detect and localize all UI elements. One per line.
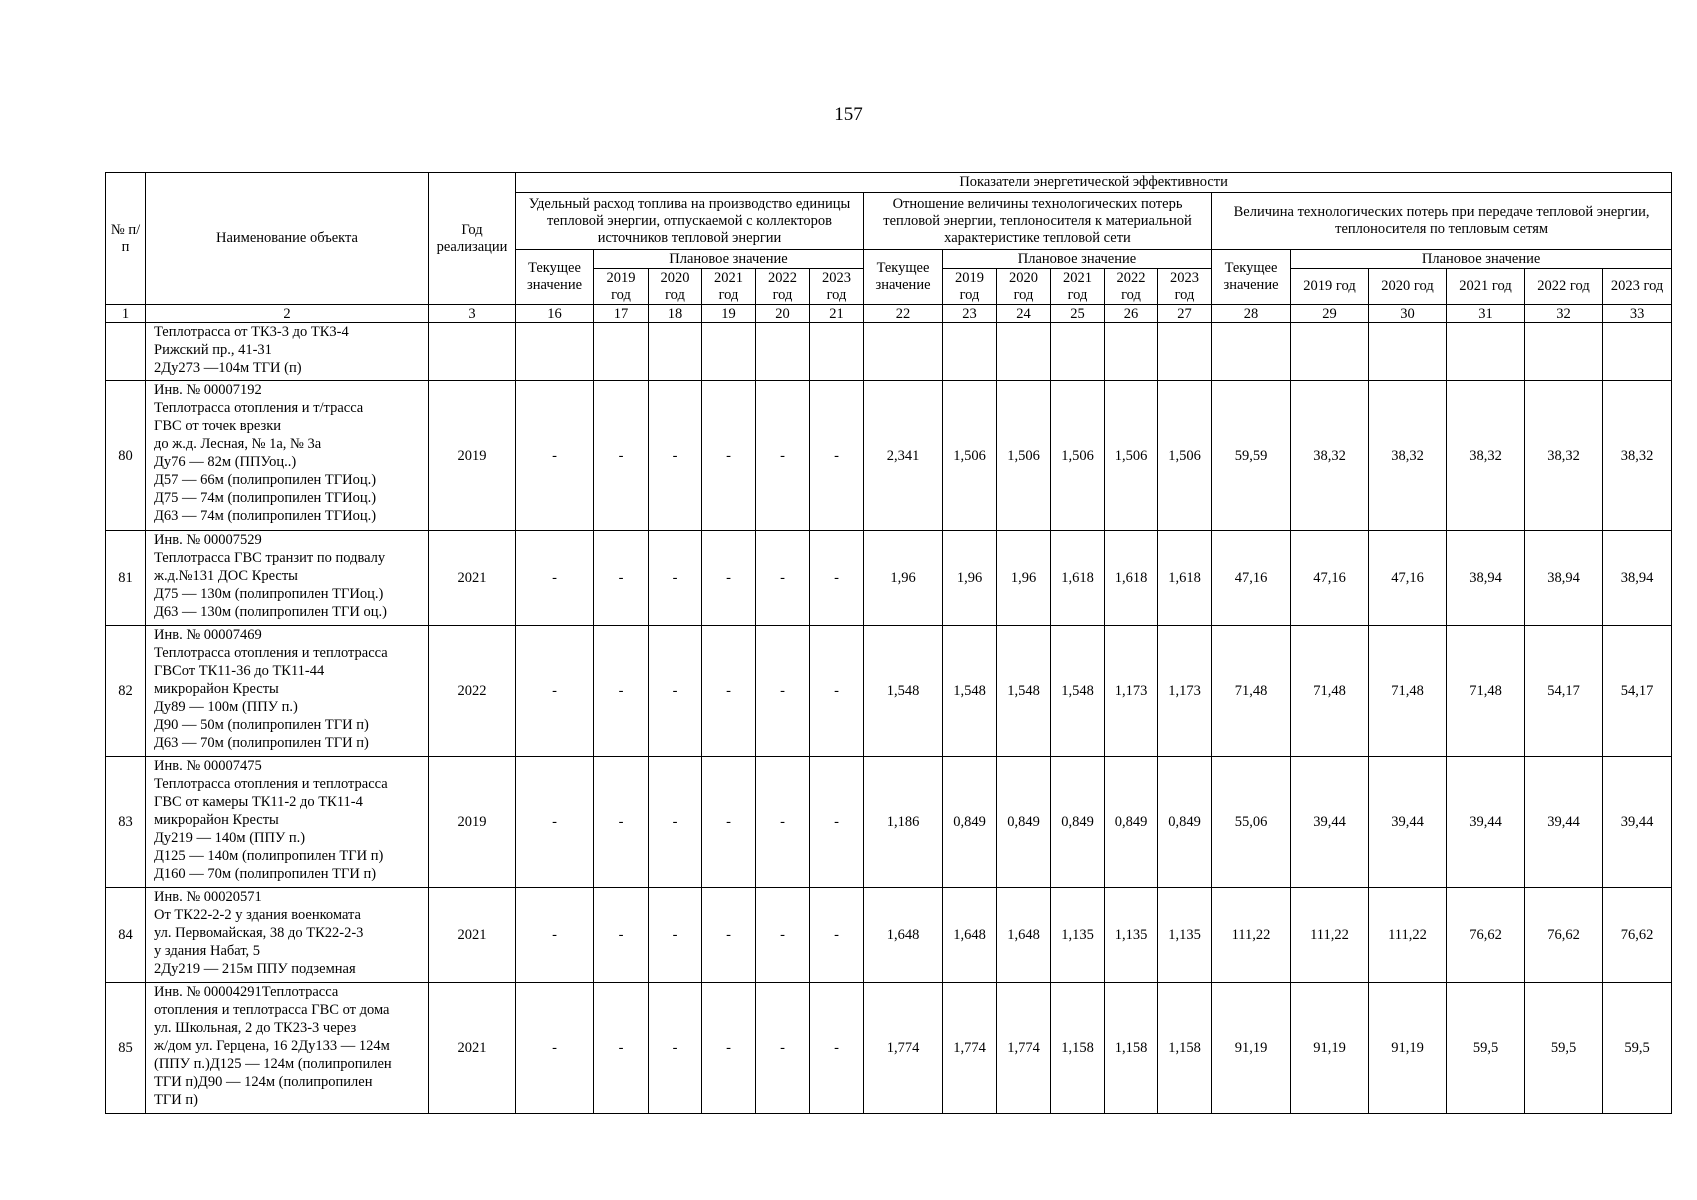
indicator-value: - [594, 531, 649, 626]
indicator-value: - [702, 888, 756, 983]
indicator-value: 71,48 [1291, 626, 1369, 757]
indicator-value: - [649, 531, 702, 626]
indicator-value: 39,44 [1291, 757, 1369, 888]
object-name: Инв. № 00007192 Теплотрасса отопления и т/трасса ГВС от точек врезки до ж.д. Лесная, № 1а, № 3а Ду76 — 82м (ППУоц..) Д57 — 66м (полипропилен ТГИоц.) Д75 — 74м (полипропилен ТГИоц.) Д63 — 74м (полипропилен ТГИоц.) [146, 381, 429, 531]
header-year-2021: 2021 год [1447, 269, 1525, 305]
indicator-value [1158, 323, 1212, 381]
indicator-value: 1,774 [997, 983, 1051, 1114]
indicator-value: - [594, 757, 649, 888]
indicator-value: 39,44 [1369, 757, 1447, 888]
indicator-value: - [516, 381, 594, 531]
header-current-value: Текущее значение [864, 250, 943, 305]
header-planned-value: Плановое значение [1291, 250, 1672, 269]
header-year-2019: 2019 год [943, 269, 997, 305]
indicator-value: 111,22 [1291, 888, 1369, 983]
indicator-value: - [702, 983, 756, 1114]
indicator-value: - [594, 983, 649, 1114]
indicator-value: - [702, 381, 756, 531]
indicator-value: - [516, 757, 594, 888]
header-year-2020: 2020 год [649, 269, 702, 305]
indicator-value: 1,618 [1051, 531, 1105, 626]
indicator-value: - [516, 888, 594, 983]
indicator-value: 76,62 [1447, 888, 1525, 983]
column-number: 18 [649, 305, 702, 323]
indicator-value: - [649, 983, 702, 1114]
column-number: 31 [1447, 305, 1525, 323]
header-group-losses: Величина технологических потерь при передаче тепловой энергии, теплоносителя по тепловым сетям [1212, 193, 1672, 250]
header-year-2023: 2023 год [1158, 269, 1212, 305]
header-indicators: Показатели энергетической эффективности [516, 173, 1672, 193]
indicator-value: 47,16 [1291, 531, 1369, 626]
indicator-value: 1,618 [1158, 531, 1212, 626]
column-number: 2 [146, 305, 429, 323]
header-year-2022: 2022 год [1105, 269, 1158, 305]
indicator-value: 47,16 [1212, 531, 1291, 626]
indicator-value [1447, 323, 1525, 381]
indicator-value: 1,506 [1105, 381, 1158, 531]
indicator-value [1051, 323, 1105, 381]
indicator-value: - [702, 757, 756, 888]
indicator-value: 1,135 [1051, 888, 1105, 983]
header-year-2022: 2022 год [1525, 269, 1603, 305]
object-name: Инв. № 00004291Теплотрасса отопления и теплотрасса ГВС от дома ул. Школьная, 2 до ТК23-3 через ж/дом ул. Герцена, 16 2Ду133 — 124м (ППУ п.)Д125 — 124м (полипропилен ТГИ п)Д90 — 124м (полипропилен ТГИ п) [146, 983, 429, 1114]
column-number: 21 [810, 305, 864, 323]
object-name: Инв. № 00007529 Теплотрасса ГВС транзит по подвалу ж.д.№131 ДОС Кресты Д75 — 130м (полипропилен ТГИоц.) Д63 — 130м (полипропилен ТГИ оц.) [146, 531, 429, 626]
implementation-year: 2021 [429, 983, 516, 1114]
indicator-value: 59,5 [1603, 983, 1672, 1114]
indicator-value: - [810, 983, 864, 1114]
indicator-value: 111,22 [1212, 888, 1291, 983]
indicator-value [1369, 323, 1447, 381]
indicator-value [702, 323, 756, 381]
column-number-row [106, 305, 1672, 323]
indicator-value: 1,618 [1105, 531, 1158, 626]
indicator-value: 76,62 [1603, 888, 1672, 983]
indicator-value: 1,506 [1158, 381, 1212, 531]
indicator-value: 59,59 [1212, 381, 1291, 531]
header-year-2019: 2019 год [1291, 269, 1369, 305]
indicator-value: - [649, 757, 702, 888]
row-number: 81 [106, 531, 146, 626]
header-year-2021: 2021 год [702, 269, 756, 305]
indicator-value: - [756, 888, 810, 983]
indicator-value: 47,16 [1369, 531, 1447, 626]
indicator-value: 1,506 [997, 381, 1051, 531]
implementation-year: 2022 [429, 626, 516, 757]
column-number: 19 [702, 305, 756, 323]
column-number: 30 [1369, 305, 1447, 323]
indicator-value: 1,96 [997, 531, 1051, 626]
column-number: 27 [1158, 305, 1212, 323]
indicator-value: - [594, 626, 649, 757]
indicator-value: - [649, 381, 702, 531]
page-number: 157 [834, 104, 863, 125]
indicator-value: 1,548 [864, 626, 943, 757]
indicator-value: - [756, 381, 810, 531]
indicator-value: - [756, 531, 810, 626]
row-number: 85 [106, 983, 146, 1114]
indicator-value: 71,48 [1447, 626, 1525, 757]
object-name: Инв. № 00020571 От ТК22-2-2 у здания военкомата ул. Первомайская, 38 до ТК22-2-3 у здания Набат, 5 2Ду219 — 215м ППУ подземная [146, 888, 429, 983]
indicator-value: 1,186 [864, 757, 943, 888]
indicator-value: 38,32 [1525, 381, 1603, 531]
indicator-value: 1,506 [1051, 381, 1105, 531]
implementation-year: 2019 [429, 381, 516, 531]
indicator-value: 2,341 [864, 381, 943, 531]
indicator-value: 0,849 [1051, 757, 1105, 888]
indicator-value: - [702, 531, 756, 626]
indicator-value: 1,548 [943, 626, 997, 757]
indicator-value: 1,648 [864, 888, 943, 983]
indicator-value: - [516, 531, 594, 626]
indicator-value: - [516, 626, 594, 757]
column-number: 1 [106, 305, 146, 323]
indicator-value [516, 323, 594, 381]
header-group-loss-ratio: Отношение величины технологических потерь тепловой энергии, теплоносителя к материальной характеристике тепловой сети [864, 193, 1212, 250]
column-number: 16 [516, 305, 594, 323]
indicator-value: 76,62 [1525, 888, 1603, 983]
header-year-2023: 2023 год [1603, 269, 1672, 305]
table-row [106, 757, 1672, 888]
indicator-value: 1,648 [997, 888, 1051, 983]
indicator-value: - [756, 626, 810, 757]
indicator-value: 111,22 [1369, 888, 1447, 983]
indicator-value: 59,5 [1447, 983, 1525, 1114]
header-planned-value: Плановое значение [943, 250, 1212, 269]
object-name: Теплотрасса от ТК3-3 до ТК3-4 Рижский пр., 41-31 2Ду273 —104м ТГИ (п) [146, 323, 429, 381]
indicator-value: - [649, 888, 702, 983]
header-current-value: Текущее значение [516, 250, 594, 305]
indicator-value: - [756, 983, 810, 1114]
row-number: 83 [106, 757, 146, 888]
indicator-value: 1,548 [997, 626, 1051, 757]
indicator-value: 0,849 [997, 757, 1051, 888]
indicator-value: 38,94 [1603, 531, 1672, 626]
column-number: 24 [997, 305, 1051, 323]
indicator-value: 91,19 [1291, 983, 1369, 1114]
column-number: 29 [1291, 305, 1369, 323]
indicator-value: 54,17 [1603, 626, 1672, 757]
indicator-value: 39,44 [1603, 757, 1672, 888]
header-year-2020: 2020 год [1369, 269, 1447, 305]
indicator-value [997, 323, 1051, 381]
indicator-value: 1,173 [1105, 626, 1158, 757]
indicator-value: - [810, 381, 864, 531]
column-number: 3 [429, 305, 516, 323]
indicator-value: 0,849 [1158, 757, 1212, 888]
header-year-2019: 2019 год [594, 269, 649, 305]
indicator-value: - [810, 531, 864, 626]
indicator-value: 54,17 [1525, 626, 1603, 757]
indicator-value: 39,44 [1525, 757, 1603, 888]
indicator-value: 1,158 [1105, 983, 1158, 1114]
indicator-value [756, 323, 810, 381]
indicator-value: 91,19 [1212, 983, 1291, 1114]
indicator-value: 71,48 [1212, 626, 1291, 757]
indicator-value [1212, 323, 1291, 381]
indicator-value: 55,06 [1212, 757, 1291, 888]
indicator-value: 38,94 [1447, 531, 1525, 626]
implementation-year: 2021 [429, 888, 516, 983]
indicator-value: 1,648 [943, 888, 997, 983]
indicator-value: 1,135 [1158, 888, 1212, 983]
indicator-value [649, 323, 702, 381]
indicator-value [594, 323, 649, 381]
column-number: 26 [1105, 305, 1158, 323]
row-number [106, 323, 146, 381]
column-number: 33 [1603, 305, 1672, 323]
indicator-value: 91,19 [1369, 983, 1447, 1114]
table-row [106, 531, 1672, 626]
indicator-value [1105, 323, 1158, 381]
header-year-2020: 2020 год [997, 269, 1051, 305]
header-year-2021: 2021 год [1051, 269, 1105, 305]
indicator-value: 1,96 [943, 531, 997, 626]
indicator-value: 38,32 [1291, 381, 1369, 531]
indicator-value [1291, 323, 1369, 381]
indicator-value: 1,158 [1158, 983, 1212, 1114]
indicator-value: 1,96 [864, 531, 943, 626]
header-year-2023: 2023 год [810, 269, 864, 305]
energy-efficiency-table [105, 172, 1672, 1114]
indicator-value: 1,158 [1051, 983, 1105, 1114]
indicator-value [864, 323, 943, 381]
indicator-value: 38,32 [1447, 381, 1525, 531]
object-name: Инв. № 00007475 Теплотрасса отопления и теплотрасса ГВС от камеры ТК11-2 до ТК11-4 микрорайон Кресты Ду219 — 140м (ППУ п.) Д125 — 140м (полипропилен ТГИ п) Д160 — 70м (полипропилен ТГИ п) [146, 757, 429, 888]
column-number: 20 [756, 305, 810, 323]
indicator-value: - [810, 626, 864, 757]
header-num: № п/п [106, 173, 146, 305]
header-year-2022: 2022 год [756, 269, 810, 305]
header-object-name: Наименование объекта [146, 173, 429, 305]
indicator-value: 59,5 [1525, 983, 1603, 1114]
indicator-value: - [702, 626, 756, 757]
table-row [106, 888, 1672, 983]
indicator-value: - [810, 757, 864, 888]
row-number: 84 [106, 888, 146, 983]
indicator-value: 1,173 [1158, 626, 1212, 757]
indicator-value [943, 323, 997, 381]
indicator-value: 1,774 [864, 983, 943, 1114]
column-number: 22 [864, 305, 943, 323]
column-number: 28 [1212, 305, 1291, 323]
indicator-value: 38,94 [1525, 531, 1603, 626]
indicator-value [810, 323, 864, 381]
indicator-value: 1,135 [1105, 888, 1158, 983]
indicator-value: - [516, 983, 594, 1114]
header-group-fuel: Удельный расход топлива на производство единицы тепловой энергии, отпускаемой с коллекторов источников тепловой энергии [516, 193, 864, 250]
row-number: 82 [106, 626, 146, 757]
indicator-value: - [649, 626, 702, 757]
implementation-year: 2019 [429, 757, 516, 888]
column-number: 32 [1525, 305, 1603, 323]
table-row [106, 626, 1672, 757]
object-name: Инв. № 00007469 Теплотрасса отопления и теплотрасса ГВСот ТК11-36 до ТК11-44 микрорайон Кресты Ду89 — 100м (ППУ п.) Д90 — 50м (полипропилен ТГИ п) Д63 — 70м (полипропилен ТГИ п) [146, 626, 429, 757]
indicator-value: 1,506 [943, 381, 997, 531]
column-number: 25 [1051, 305, 1105, 323]
indicator-value: 0,849 [943, 757, 997, 888]
indicator-value: 38,32 [1369, 381, 1447, 531]
table-row [106, 323, 1672, 381]
table-row [106, 983, 1672, 1114]
implementation-year [429, 323, 516, 381]
indicator-value: - [810, 888, 864, 983]
indicator-value [1525, 323, 1603, 381]
indicator-value: - [594, 888, 649, 983]
header-year: Год реализации [429, 173, 516, 305]
indicator-value: 0,849 [1105, 757, 1158, 888]
column-number: 17 [594, 305, 649, 323]
indicator-value: 1,548 [1051, 626, 1105, 757]
indicator-value: 39,44 [1447, 757, 1525, 888]
indicator-value: 1,774 [943, 983, 997, 1114]
implementation-year: 2021 [429, 531, 516, 626]
header-current-value: Текущее значение [1212, 250, 1291, 305]
header-planned-value: Плановое значение [594, 250, 864, 269]
column-number: 23 [943, 305, 997, 323]
indicator-value: 38,32 [1603, 381, 1672, 531]
indicator-value: - [594, 381, 649, 531]
indicator-value: 71,48 [1369, 626, 1447, 757]
indicator-value [1603, 323, 1672, 381]
table-row [106, 381, 1672, 531]
indicator-value: - [756, 757, 810, 888]
row-number: 80 [106, 381, 146, 531]
